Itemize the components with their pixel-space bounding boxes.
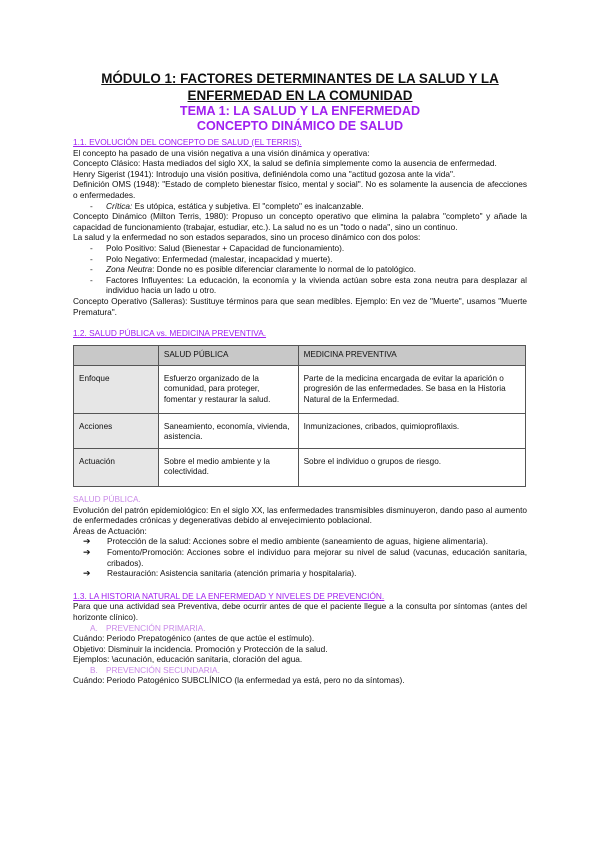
tema-subtitle: CONCEPTO DINÁMICO DE SALUD <box>196 119 404 133</box>
paragraph: La salud y la enfermedad no son estados separados, sino un proceso dinámico con dos polos: <box>73 232 421 243</box>
table-row <box>74 413 526 448</box>
subheading-prevencion-secundaria: B. PREVENCIÓN SECUNDARIA. <box>90 664 220 675</box>
list-item: - Polo Negativo: Enfermedad (malestar, incapacidad y muerte). <box>90 254 527 265</box>
paragraph: Cuándo: Periodo Patogénico SUBCLÍNICO (la enfermedad ya está, pero no da síntomas). <box>73 675 405 686</box>
list-item: ➔ Protección de la salud: Acciones sobre el medio ambiente (saneamiento de aguas, higiene alimentaria). <box>83 536 488 547</box>
table-cell: Esfuerzo organizado de la comunidad, para proteger, fomentar y restaurar la salud. <box>158 365 298 413</box>
arrow-icon: ➔ <box>83 546 91 557</box>
critica-text: Es utópica, estática y subjetiva. El "completo" es inalcanzable. <box>132 200 364 211</box>
list-item: - Factores Influyentes: La educación, la economía y la vivienda actúan sobre esta zona neutra para desplazar al individuo hacia un lado u otro. <box>90 275 527 296</box>
section-heading-1-3: 1.3. LA HISTORIA NATURAL DE LA ENFERMEDAD Y NIVELES DE PREVENCIÓN. <box>73 590 385 601</box>
list-item: ➔ Restauración: Asistencia sanitaria (atención primaria y hospitalaria). <box>83 568 357 579</box>
paragraph: Áreas de Actuación: <box>73 525 147 536</box>
table-cell: Inmunizaciones, cribados, quimioprofilaxis. <box>298 413 525 448</box>
table-header-row <box>74 345 526 365</box>
paragraph: Objetivo: Disminuir la incidencia. Promoción y Protección de la salud. <box>73 643 328 654</box>
subheading-prevencion-primaria: A. PREVENCIÓN PRIMARIA. <box>90 622 206 633</box>
section-heading-salud-publica: SALUD PÚBLICA. <box>73 493 141 504</box>
list-item <box>90 201 527 212</box>
paragraph: Ejemplos: \acunación, educación sanitaria, cloración del agua. <box>73 654 303 665</box>
table-cell: Sobre el individuo o grupos de riesgo. <box>298 448 525 486</box>
arrow-icon: ➔ <box>83 568 91 579</box>
arrow-icon: ➔ <box>83 536 91 547</box>
paragraph: Concepto Dinámico (Milton Terris, 1980): Propuso un concepto operativo que elimina la palabra "completo" y añade la capacidad de funcionamiento (trabajar, estudiar, etc.). La salud no es un "todo o nada", sino un continuo. <box>73 211 527 232</box>
paragraph: Definición OMS (1948): "Estado de completo bienestar físico, mental y social". No es solamente la ausencia de afecciones o enfermedades. <box>73 179 527 200</box>
paragraph: Concepto Clásico: Hasta mediados del siglo XX, la salud se definía simplemente como la ausencia de enfermedad. <box>73 158 497 169</box>
critica-list <box>90 201 527 212</box>
table-row <box>74 365 526 413</box>
list-item <box>90 264 527 275</box>
critica-label: Crítica: <box>106 200 133 211</box>
paragraph: Evolución del patrón epidemiológico: En el siglo XX, las enfermedades transmisibles disminuyeron, dando paso al aumento de enfermedades crónicas y degenerativas debido al envejecimiento poblacional. <box>73 504 527 526</box>
table-row <box>74 448 526 486</box>
paragraph: Concepto Operativo (Salleras): Sustituye términos para que sean medibles. Ejemplo: En vez de "Muerte", usamos "Muerte Prematura". <box>73 295 527 317</box>
table-header-cell: MEDICINA PREVENTIVA <box>298 345 525 365</box>
list-item: - Polo Positivo: Salud (Bienestar + Capacidad de funcionamiento). <box>90 243 527 254</box>
paragraph: Henry Sigerist (1941): Introdujo una visión positiva, definiéndola como una "actitud gozosa ante la vida". <box>73 168 456 179</box>
row-label: Actuación <box>74 448 159 486</box>
tema-title: TEMA 1: LA SALUD Y LA ENFERMEDAD <box>179 104 421 118</box>
poles-list <box>90 243 527 296</box>
section-heading-1-1: 1.1. EVOLUCIÓN DEL CONCEPTO DE SALUD (EL TERRIS). <box>73 137 302 147</box>
row-label: Enfoque <box>74 365 159 413</box>
document-title: MÓDULO 1: FACTORES DETERMINANTES DE LA SALUD Y LA ENFERMEDAD EN LA COMUNIDAD <box>101 71 499 103</box>
table-header-cell <box>74 345 159 365</box>
table-cell: Saneamiento, economía, vivienda, asistencia. <box>158 413 298 448</box>
zona-label: Zona Neutra <box>106 264 153 275</box>
row-label: Acciones <box>74 413 159 448</box>
zona-text: : Donde no es posible diferenciar claramente lo normal de lo patológico. <box>152 264 416 275</box>
table-cell: Parte de la medicina encargada de evitar la aparición o progresión de las enfermedades. Se basa en la Historia Natural de la Enfermedad. <box>298 365 525 413</box>
section-heading-1-2: 1.2. SALUD PÚBLICA vs. MEDICINA PREVENTIVA. <box>73 328 267 339</box>
list-item: ➔ Fomento/Promoción: Acciones sobre el individuo para mejorar su nivel de salud (vacunas, educación sanitaria, cribados). <box>83 546 527 568</box>
comparison-table <box>73 345 526 487</box>
areas-list <box>79 536 527 578</box>
table-cell: Sobre el medio ambiente y la colectividad. <box>158 448 298 486</box>
paragraph: Para que una actividad sea Preventiva, debe ocurrir antes de que el paciente llegue a la consulta por síntomas (antes del horizonte clínico). <box>73 601 527 622</box>
paragraph: Cuándo: Periodo Prepatogénico (antes de que actúe el estímulo). <box>73 633 315 644</box>
table-header-cell: SALUD PÚBLICA <box>158 345 298 365</box>
paragraph: El concepto ha pasado de una visión negativa a una visión dinámica y operativa: <box>73 147 370 158</box>
